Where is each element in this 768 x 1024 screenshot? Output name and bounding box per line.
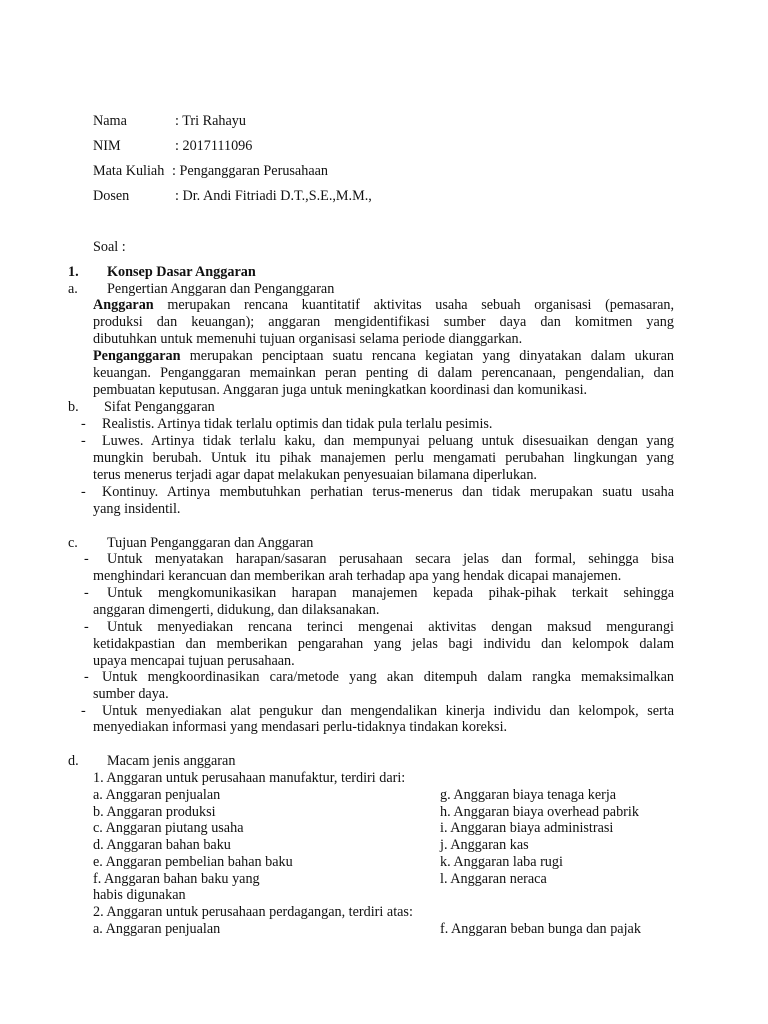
bullet-dash: -: [84, 551, 89, 567]
bullet-dash: -: [84, 669, 89, 685]
identity-label: Mata Kuliah: [93, 163, 165, 179]
bullet-dash: -: [81, 416, 86, 432]
paragraph-line: produksi dan keuangan); anggaran mengidentifikasi sumber daya dan komitmen yang: [93, 314, 674, 330]
subsection-heading: Macam jenis anggaran: [107, 753, 236, 769]
bullet-line: yang insidentil.: [93, 501, 181, 517]
list-subheading: 1. Anggaran untuk perusahaan manufaktur, terdiri dari:: [93, 770, 406, 786]
soal-label: Soal :: [93, 239, 126, 255]
section-title: Konsep Dasar Anggaran: [107, 264, 256, 280]
identity-value: : 2017111096: [175, 138, 253, 154]
list-item: a. Anggaran penjualan: [93, 787, 221, 803]
paragraph-line: Penganggaran merupakan penciptaan suatu rencana kegiatan yang dinyatakan dalam ukuran: [93, 348, 675, 364]
list-item: g. Anggaran biaya tenaga kerja: [440, 787, 617, 803]
list-item: c. Anggaran piutang usaha: [93, 820, 244, 836]
bullet-dash: -: [81, 703, 86, 719]
bullet-line: anggaran dimengerti, didukung, dan dilaksanakan.: [93, 602, 380, 618]
list-item: j. Anggaran kas: [440, 837, 529, 853]
list-item: l. Anggaran neraca: [440, 871, 547, 887]
subsection-heading: Pengertian Anggaran dan Penganggaran: [107, 281, 335, 297]
bullet-line: Realistis. Artinya tidak terlalu optimis dan tidak pula terlalu pesimis.: [102, 416, 493, 432]
bullet-dash: -: [84, 619, 89, 635]
identity-value: : Tri Rahayu: [175, 113, 246, 129]
bold-term: Penganggaran: [93, 348, 181, 364]
bullet-line: Luwes. Artinya tidak terlalu kaku, dan mempunyai peluang untuk disesuaikan dengan yang: [102, 433, 674, 449]
list-item: i. Anggaran biaya administrasi: [440, 820, 614, 836]
bullet-dash: -: [84, 585, 89, 601]
paragraph-line: pembuatan keputusan. Anggaran juga untuk meningkatkan koordinasi dan komunikasi.: [93, 382, 588, 398]
list-item: f. Anggaran beban bunga dan pajak: [440, 921, 641, 937]
bullet-line: Untuk menyediakan alat pengukur dan mengendalikan kinerja individu dan kelompok, serta: [102, 703, 674, 719]
identity-value: : Dr. Andi Fitriadi D.T.,S.E.,M.M.,: [175, 188, 372, 204]
subsection-marker: c.: [68, 535, 78, 551]
list-item: e. Anggaran pembelian bahan baku: [93, 854, 293, 870]
paragraph-line: dibutuhkan untuk memenuhi tujuan organisasi selama periode dianggarkan.: [93, 331, 523, 347]
subsection-heading: Sifat Penganggaran: [104, 399, 215, 415]
bullet-line: Kontinuy. Artinya membutuhkan perhatian terus-menerus dan tidak merupakan suatu usaha: [102, 484, 674, 500]
bullet-dash: -: [81, 433, 86, 449]
list-item: d. Anggaran bahan baku: [93, 837, 231, 853]
bullet-line: sumber daya.: [93, 686, 169, 702]
identity-label: Dosen: [93, 188, 130, 204]
paragraph-line: keuangan. Penganggaran memainkan peran penting di dalam perencanaan, pengendalian, dan: [93, 365, 674, 381]
bullet-line: Untuk mengkomunikasikan harapan manajemen kepada pihak-pihak terkait sehingga: [107, 585, 674, 601]
bullet-line: menyediakan informasi yang mendasari perlu-tidaknya tindakan koreksi.: [93, 719, 508, 735]
bullet-line: Untuk menyediakan rencana terinci mengenai aktivitas dengan maksud mengurangi: [107, 619, 674, 635]
identity-label: NIM: [93, 138, 121, 154]
bullet-line: menghindari kerancuan dan memberikan arah terhadap apa yang hendak dicapai manajemen.: [93, 568, 622, 584]
bullet-line: terus menerus terjadi agar dapat melakukan penyesuaian bilamana diperlukan.: [93, 467, 537, 483]
bullet-dash: -: [81, 484, 86, 500]
paragraph-line: Anggaran merupakan rencana kuantitatif aktivitas usaha sebuah organisasi (pemasaran,: [93, 297, 675, 313]
bullet-line: Untuk mengkoordinasikan cara/metode yang akan ditempuh dalam rangka memaksimalkan: [102, 669, 674, 685]
subsection-heading: Tujuan Penganggaran dan Anggaran: [107, 535, 314, 551]
bullet-line: Untuk menyatakan harapan/sasaran perusahaan secara jelas dan formal, sehingga bisa: [107, 551, 674, 567]
bold-term: Anggaran: [93, 297, 154, 313]
list-item: k. Anggaran laba rugi: [440, 854, 563, 870]
list-item: a. Anggaran penjualan: [93, 921, 221, 937]
list-item: f. Anggaran bahan baku yang: [93, 871, 260, 887]
identity-value: : Penganggaran Perusahaan: [172, 163, 329, 179]
bullet-line: upaya mencapai tujuan perusahaan.: [93, 653, 295, 669]
subsection-marker: d.: [68, 753, 79, 769]
subsection-marker: b.: [68, 399, 79, 415]
bullet-line: mungkin berubah. Untuk itu pihak manajemen perlu mengamati perubahan lingkungan yang: [93, 450, 674, 466]
list-item: b. Anggaran produksi: [93, 804, 216, 820]
list-item-continuation: habis digunakan: [93, 887, 186, 903]
subsection-marker: a.: [68, 281, 78, 297]
list-item: h. Anggaran biaya overhead pabrik: [440, 804, 639, 820]
identity-label: Nama: [93, 113, 127, 129]
bullet-line: ketidakpastian dan memberikan pengarahan yang jelas bagi individu dan kelompok dalam: [93, 636, 674, 652]
section-number: 1.: [68, 264, 79, 280]
list-subheading: 2. Anggaran untuk perusahaan perdagangan, terdiri atas:: [93, 904, 413, 920]
